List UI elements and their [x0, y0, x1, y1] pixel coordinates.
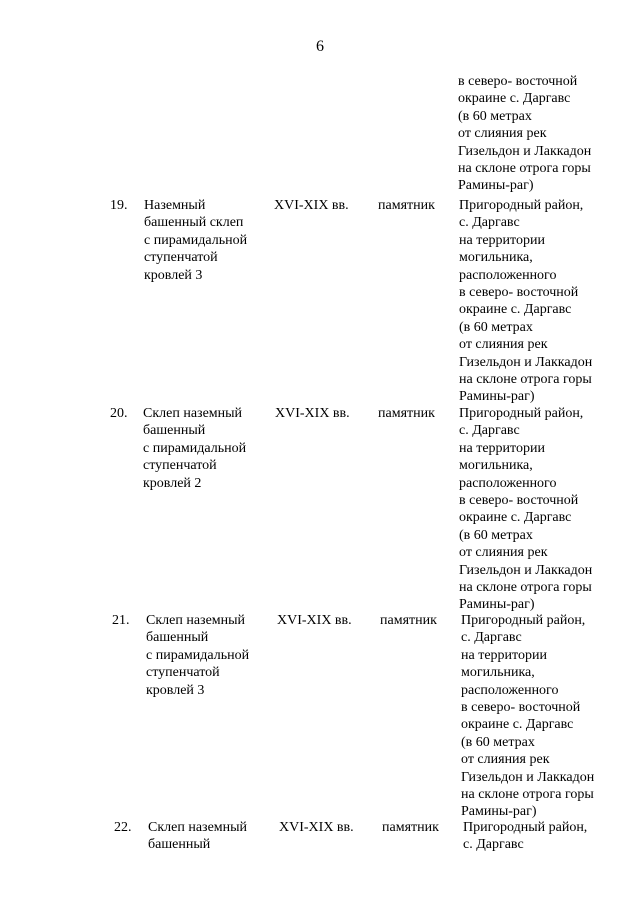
name-line: башенный	[143, 423, 206, 439]
monument-name-cell	[148, 819, 288, 854]
name-line: кровлей 3	[144, 267, 203, 283]
location-line: Пригородный район,	[459, 198, 584, 213]
location-line: в северо- восточной	[458, 74, 578, 89]
location-line: (в 60 метрах	[458, 108, 532, 124]
location-line: могильника,	[461, 665, 535, 681]
location-line: Пригородный район,	[459, 406, 584, 421]
location-line: на склоне отрога горы	[459, 580, 592, 596]
page-number: 6	[316, 38, 324, 55]
location-line: с. Даргавс	[463, 837, 524, 853]
location-line: Гизельдон и Лаккадон	[461, 769, 595, 785]
name-line: с пирамидальной	[143, 440, 247, 456]
location-cell	[459, 197, 634, 406]
monument-name-cell	[144, 197, 284, 284]
location-line: могильника,	[459, 458, 533, 474]
name-line: Склеп наземный	[146, 613, 246, 628]
location-line: (в 60 метрах	[461, 734, 535, 750]
location-cell	[459, 405, 634, 614]
location-line: Рамины-раг)	[458, 178, 534, 194]
name-line: башенный склеп	[144, 215, 244, 231]
location-line: (в 60 метрах	[459, 527, 533, 543]
location-line: Гизельдон и Лаккадон	[458, 143, 592, 159]
location-line: на склоне отрога горы	[459, 372, 592, 388]
entry-number: 19.	[110, 198, 128, 213]
location-line: (в 60 метрах	[459, 319, 533, 335]
location-line: расположенного	[461, 682, 559, 698]
entry-number: 22.	[114, 820, 132, 835]
continued-location-cell	[458, 73, 633, 195]
name-line: башенный	[148, 837, 211, 853]
category-cell: памятник	[378, 198, 435, 213]
period-cell: XVI-XIX вв.	[277, 613, 352, 628]
location-line: окраине с. Даргавс	[458, 91, 571, 107]
location-line: Пригородный район,	[463, 820, 588, 835]
location-cell	[461, 612, 636, 821]
location-line: от слияния рек	[461, 752, 550, 768]
location-line: Пригородный район,	[461, 613, 586, 628]
entry-number: 21.	[112, 613, 130, 628]
location-line: могильника,	[459, 250, 533, 266]
location-line: с. Даргавс	[461, 630, 522, 646]
location-line: Гизельдон и Лаккадон	[459, 562, 593, 578]
name-line: кровлей 3	[146, 682, 205, 698]
location-line: с. Даргавс	[459, 215, 520, 231]
location-line: с. Даргавс	[459, 423, 520, 439]
name-line: с пирамидальной	[146, 647, 250, 663]
location-line: на территории	[459, 440, 545, 456]
category-cell: памятник	[382, 820, 439, 835]
name-line: ступенчатой	[146, 665, 220, 681]
name-line: башенный	[146, 630, 209, 646]
location-line: окраине с. Даргавс	[459, 302, 572, 318]
name-line: с пирамидальной	[144, 232, 248, 248]
entry-number: 20.	[110, 406, 128, 421]
location-line: на склоне отрога горы	[458, 161, 591, 177]
location-line: в северо- восточной	[459, 493, 579, 509]
location-line: Рамины-раг)	[459, 389, 535, 405]
name-line: Наземный	[144, 198, 206, 213]
period-cell: XVI-XIX вв.	[279, 820, 354, 835]
location-line: окраине с. Даргавс	[459, 510, 572, 526]
location-line: Рамины-раг)	[461, 804, 537, 820]
location-line: на территории	[461, 647, 547, 663]
location-line: в северо- восточной	[461, 700, 581, 716]
category-cell: памятник	[378, 406, 435, 421]
name-line: ступенчатой	[144, 250, 218, 266]
name-line: кровлей 2	[143, 475, 202, 491]
monument-name-cell	[143, 405, 283, 492]
location-line: Гизельдон и Лаккадон	[459, 354, 593, 370]
location-line: Рамины-раг)	[459, 597, 535, 613]
name-line: Склеп наземный	[143, 406, 243, 421]
location-line: от слияния рек	[459, 545, 548, 561]
name-line: ступенчатой	[143, 458, 217, 474]
location-line: расположенного	[459, 267, 557, 283]
category-cell: памятник	[380, 613, 437, 628]
location-cell	[463, 819, 638, 854]
name-line: Склеп наземный	[148, 820, 248, 835]
location-line: расположенного	[459, 475, 557, 491]
location-line: окраине с. Даргавс	[461, 717, 574, 733]
monument-name-cell	[146, 612, 286, 699]
location-line: на территории	[459, 232, 545, 248]
location-line: от слияния рек	[459, 337, 548, 353]
location-line: от слияния рек	[458, 126, 547, 142]
period-cell: XVI-XIX вв.	[274, 198, 349, 213]
location-line: в северо- восточной	[459, 285, 579, 301]
location-line: на склоне отрога горы	[461, 787, 594, 803]
period-cell: XVI-XIX вв.	[275, 406, 350, 421]
